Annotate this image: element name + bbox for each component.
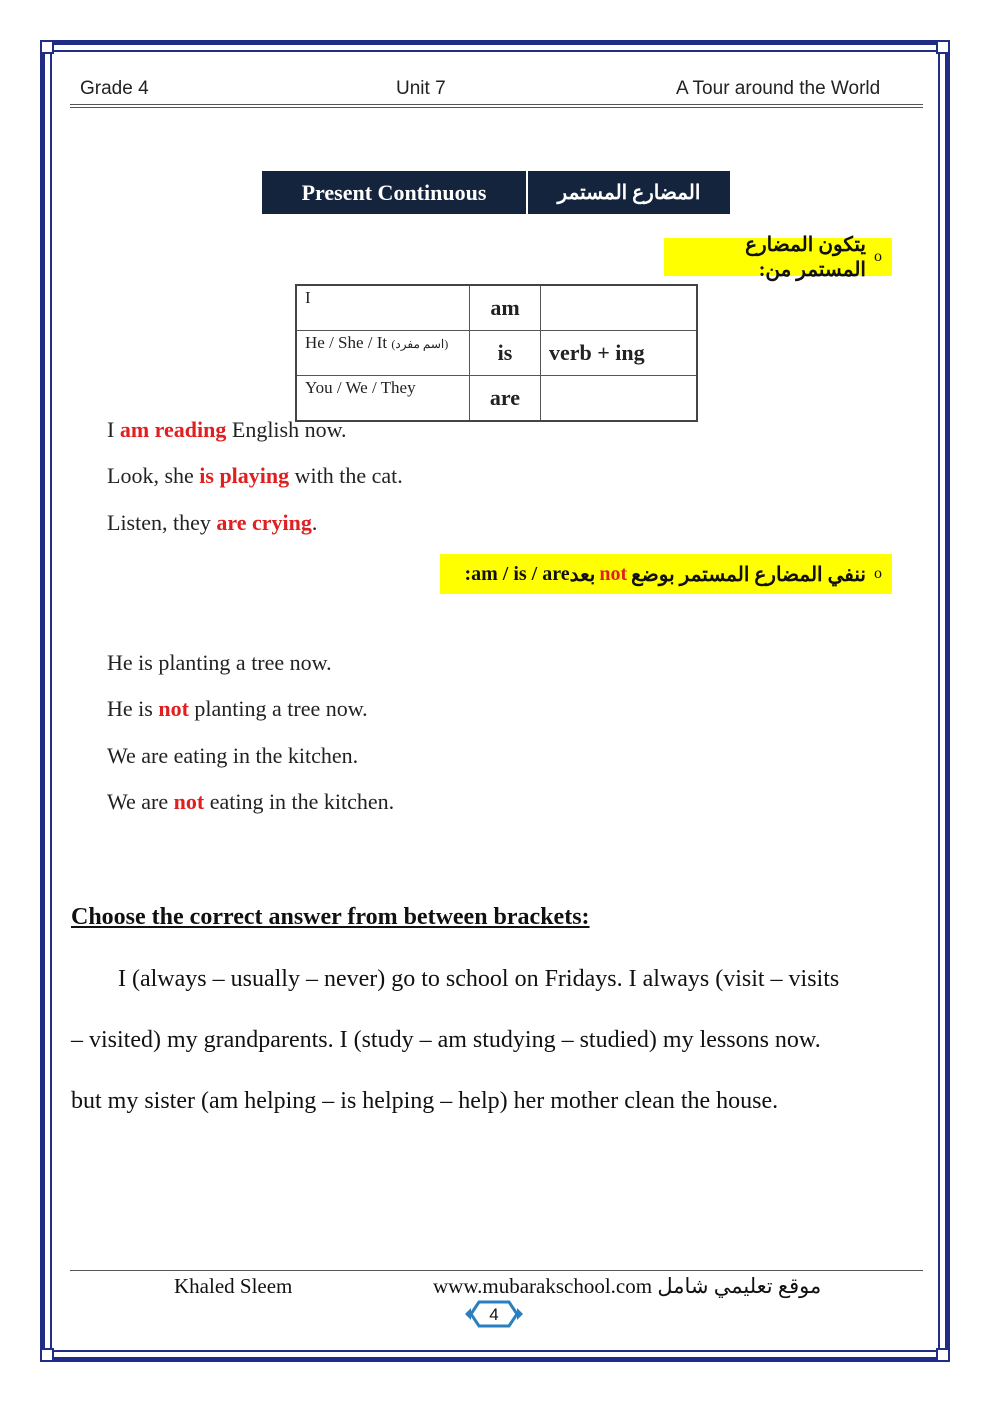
example-sentence: I am reading English now. — [107, 417, 347, 442]
corner-ornament — [936, 1348, 950, 1362]
header-divider — [70, 107, 923, 108]
exercise-title: Choose the correct answer from between brackets: — [71, 904, 590, 930]
page-number: 4 — [489, 1305, 499, 1324]
formation-note — [664, 234, 892, 281]
verb-cell: am — [470, 285, 541, 331]
header-unit: Unit 7 — [396, 78, 446, 99]
negation-example: We are eating in the kitchen. — [107, 743, 359, 768]
subject-cell: He / She / It (اسم مفرد) — [296, 331, 470, 376]
header-divider — [70, 104, 923, 105]
subject-cell: You / We / They — [296, 376, 470, 422]
example-sentence: Listen, they are crying. — [107, 510, 318, 535]
negation-example: We are not eating in the kitchen. — [107, 789, 395, 814]
bullet-icon: o — [874, 248, 882, 265]
section-title-banner — [262, 171, 730, 214]
grammar-table — [295, 284, 698, 422]
negation-example: He is planting a tree now. — [107, 650, 332, 675]
example-sentence: Look, she is playing with the cat. — [107, 463, 403, 488]
subject-cell: I — [296, 285, 470, 331]
corner-ornament — [936, 40, 950, 54]
subject-note: (اسم مفرد) — [391, 337, 449, 351]
formation-note-text: يتكون المضارع المستمر من: — [745, 234, 866, 281]
verb-cell: are — [470, 376, 541, 422]
corner-ornament — [40, 1348, 54, 1362]
footer-website: www.mubarakschool.com موقع تعليمي شامل — [433, 1274, 822, 1298]
footer-divider — [70, 1270, 923, 1271]
title-arabic: المضارع المستمر — [528, 171, 730, 214]
exercise-line: but my sister (am helping – is helping – help) her mother clean the house. — [71, 1088, 779, 1114]
title-english: Present Continuous — [262, 171, 528, 214]
rule-cell — [541, 285, 698, 331]
table-row — [296, 285, 697, 331]
verb-cell: is — [470, 331, 541, 376]
header-unit-title: A Tour around the World — [676, 78, 881, 99]
header-grade: Grade 4 — [80, 78, 149, 99]
rule-cell — [541, 376, 698, 422]
exercise-line: – visited) my grandparents. I (study – am studying – studied) my lessons now. — [71, 1027, 821, 1053]
table-row — [296, 376, 697, 422]
exercise-line: I (always – usually – never) go to school on Fridays. I always (visit – visits — [118, 966, 840, 992]
table-row — [296, 331, 697, 376]
bullet-icon: o — [874, 565, 882, 582]
rule-cell: verb + ing — [541, 331, 698, 376]
negation-note: o ننفي المضارع المستمر بوضع not بعد am / is / are : — [440, 554, 892, 594]
negation-example: He is not planting a tree now. — [107, 696, 368, 721]
page-number-badge — [463, 1298, 525, 1330]
footer-author: Khaled Sleem — [174, 1274, 293, 1298]
corner-ornament — [40, 40, 54, 54]
